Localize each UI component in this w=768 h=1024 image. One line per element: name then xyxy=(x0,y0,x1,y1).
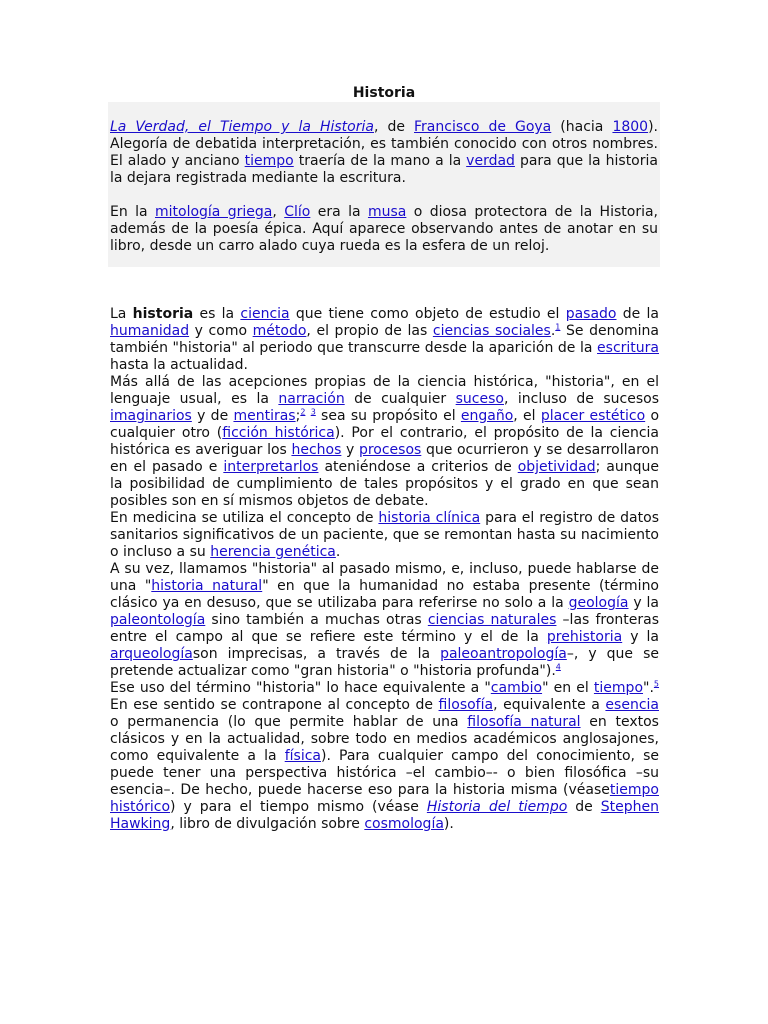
wiki-link[interactable]: hechos xyxy=(291,442,342,458)
page-title: Historia xyxy=(352,85,416,101)
text-run: . xyxy=(550,323,556,339)
text-run: , de xyxy=(373,119,415,135)
text-run: , incluso de sucesos xyxy=(503,391,659,407)
text-run: En la xyxy=(110,204,155,220)
text-run: En medicina se utiliza el concepto de xyxy=(110,510,379,526)
text-run: ). Por el contrario, el propósito de la ciencia histórica es averiguar los xyxy=(110,425,659,458)
text-run: ; aunque la posibilidad de cumplimiento de tales propósitos y el grado en que sean posibles son en sí mismos objetos de debate. xyxy=(110,459,659,509)
text-run: que ocurrieron y se desarrollaron en el pasado e xyxy=(110,442,659,475)
text-run: de cualquier xyxy=(344,391,456,407)
text-run: –, y que se pretende actualizar como "gran historia" o "historia profunda"). xyxy=(110,646,659,679)
text-run: traería de la mano a la xyxy=(293,153,467,169)
text-run: . xyxy=(335,544,341,560)
footnote-superscript xyxy=(654,679,659,688)
wiki-link[interactable]: suceso xyxy=(455,391,504,407)
body-paragraph xyxy=(110,374,659,510)
text-run: para que la historia la dejara registrada mediante la escritura. xyxy=(110,153,658,186)
wiki-link[interactable]: La Verdad, el Tiempo y la Historia xyxy=(110,119,374,135)
body-paragraph xyxy=(110,510,659,561)
wiki-link[interactable]: pasado xyxy=(565,306,617,322)
text-run: , xyxy=(272,204,285,220)
text-run: o diosa protectora de la Historia, además de la poesía épica. Aquí aparece observando antes de anotar en su libro, desde un carro alado cuya rueda es la esfera de un reloj. xyxy=(110,204,658,254)
text-run: que tiene como objeto de estudio el xyxy=(289,306,566,322)
body-paragraph xyxy=(110,561,659,680)
text-run: ; xyxy=(295,408,301,424)
wiki-link[interactable]: Stephen Hawking xyxy=(110,799,659,832)
text-run: ). Alegoría de debatida interpretación, es también conocido con otros nombres. El alado y anciano xyxy=(110,119,658,169)
wiki-link[interactable]: esencia xyxy=(605,697,659,713)
article-body xyxy=(110,306,659,833)
wiki-link[interactable]: paleoantropología xyxy=(440,646,567,662)
text-run: es la xyxy=(193,306,241,322)
caption-paragraph xyxy=(110,119,658,187)
wiki-link[interactable]: cosmología xyxy=(364,816,444,832)
text-run: ateniéndose a criterios de xyxy=(318,459,518,475)
text-run: en textos clásicos y en la actualidad, sobre todo en medios académicos anglosajones, como equivalente a la xyxy=(110,714,659,764)
wiki-link[interactable]: cambio xyxy=(490,680,543,696)
wiki-link[interactable]: herencia genética xyxy=(210,544,336,560)
wiki-link[interactable]: arqueología xyxy=(110,646,193,662)
text-run: y la xyxy=(622,629,659,645)
text-run: y de xyxy=(191,408,234,424)
wiki-link[interactable]: ciencias sociales xyxy=(432,323,551,339)
text-run: Se denomina también "historia" al periodo que transcurre desde la aparición de la xyxy=(110,323,660,356)
wiki-link[interactable]: historia natural xyxy=(151,578,263,594)
text-run: ) y para el tiempo mismo (véase xyxy=(170,799,427,815)
bold-term: historia xyxy=(132,306,194,322)
wiki-link[interactable]: escritura xyxy=(597,340,659,356)
text-run: –las fronteras entre el campo al que se refiere este término y el de la xyxy=(110,612,659,645)
wiki-link[interactable]: tiempo histórico xyxy=(110,782,659,815)
wiki-link[interactable]: ficción histórica xyxy=(222,425,335,441)
text-run: " en el xyxy=(542,680,594,696)
text-run: para el registro de datos sanitarios significativos de un paciente, que se remontan hasta su nacimiento o incluso a su xyxy=(110,510,659,560)
text-run: ). xyxy=(443,816,454,832)
text-run: " en que la humanidad no estaba presente (término clásico ya en desuso, que se utilizaba para referirse no solo a la xyxy=(110,578,660,611)
wiki-link[interactable]: filosofía xyxy=(438,697,494,713)
text-run: , el xyxy=(513,408,541,424)
wiki-link[interactable]: Clío xyxy=(284,204,311,220)
text-run: y la xyxy=(628,595,659,611)
wiki-link[interactable]: tiempo xyxy=(244,153,294,169)
footnote-ref[interactable]: 1 xyxy=(555,322,561,332)
wiki-link[interactable]: ciencias naturales xyxy=(427,612,557,628)
text-run: ". xyxy=(643,680,654,696)
wiki-link[interactable]: musa xyxy=(367,204,407,220)
image-caption xyxy=(108,102,660,267)
text-run: son imprecisas, a través de la xyxy=(192,646,441,662)
wiki-link[interactable]: filosofía natural xyxy=(467,714,581,730)
wiki-link[interactable]: paleontología xyxy=(110,612,206,628)
wiki-link[interactable]: tiempo xyxy=(593,680,644,696)
wiki-link[interactable]: historia clínica xyxy=(378,510,481,526)
wiki-link[interactable]: placer estético xyxy=(540,408,646,424)
wiki-link[interactable]: engaño xyxy=(460,408,514,424)
wiki-link[interactable]: imaginarios xyxy=(110,408,192,424)
text-run: de la xyxy=(616,306,659,322)
wiki-link[interactable]: objetividad xyxy=(517,459,596,475)
wiki-link[interactable]: física xyxy=(284,748,321,764)
body-paragraph xyxy=(110,306,659,374)
wiki-link[interactable]: humanidad xyxy=(110,323,190,339)
text-run: A su vez, llamamos "historia" al pasado mismo, e, incluso, puede hablarse de una " xyxy=(110,561,659,594)
wiki-link[interactable]: 1800 xyxy=(612,119,649,135)
footnote-superscript xyxy=(556,662,561,671)
text-run: y como xyxy=(189,323,253,339)
text-run: La xyxy=(110,306,133,322)
wiki-link[interactable]: mitología griega xyxy=(154,204,273,220)
wiki-link[interactable]: ciencia xyxy=(240,306,290,322)
wiki-link[interactable]: geología xyxy=(568,595,629,611)
text-run: sea su propósito el xyxy=(315,408,461,424)
footnote-ref[interactable]: 5 xyxy=(653,679,659,689)
text-run: Más allá de las acepciones propias de la ciencia histórica, "historia", en el lenguaje usual, es la xyxy=(110,374,659,407)
text-run: o permanencia (lo que permite hablar de una xyxy=(110,714,468,730)
wiki-link[interactable]: prehistoria xyxy=(546,629,623,645)
wiki-link[interactable]: procesos xyxy=(358,442,422,458)
text-run: , libro de divulgación sobre xyxy=(170,816,365,832)
body-paragraph xyxy=(110,680,659,833)
text-run: , equivalente a xyxy=(493,697,606,713)
text-run: de xyxy=(567,799,601,815)
footnote-ref[interactable]: 2 xyxy=(300,407,306,417)
text-run: y xyxy=(341,442,359,458)
text-run: En ese sentido se contrapone al concepto de xyxy=(110,697,439,713)
text-run: , el propio de las xyxy=(306,323,433,339)
wiki-link[interactable]: Francisco de Goya xyxy=(414,119,552,135)
text-run: Ese uso del término "historia" lo hace equivalente a " xyxy=(110,680,491,696)
text-run: hasta la actualidad. xyxy=(110,357,248,373)
text-run: o cualquier otro ( xyxy=(110,408,660,441)
wiki-link[interactable]: método xyxy=(252,323,307,339)
wiki-link[interactable]: verdad xyxy=(466,153,515,169)
wiki-link[interactable]: mentiras xyxy=(233,408,296,424)
text-run: era la xyxy=(310,204,368,220)
wiki-link[interactable]: interpretarlos xyxy=(223,459,319,475)
footnote-ref[interactable]: 4 xyxy=(555,662,561,672)
wiki-link[interactable]: Historia del tiempo xyxy=(426,799,568,815)
footnote-ref[interactable]: 3 xyxy=(310,407,316,417)
text-run: (hacia xyxy=(551,119,613,135)
text-run: sino también a muchas otras xyxy=(205,612,428,628)
caption-paragraph xyxy=(110,204,658,255)
text-run: ). Para cualquier campo del conocimiento, se puede tener una perspectiva histórica –el cambio–- o bien filosófica –su esencia–. De hecho, puede hacerse eso para la historia misma (véase xyxy=(110,748,660,798)
wiki-link[interactable]: narración xyxy=(278,391,345,407)
